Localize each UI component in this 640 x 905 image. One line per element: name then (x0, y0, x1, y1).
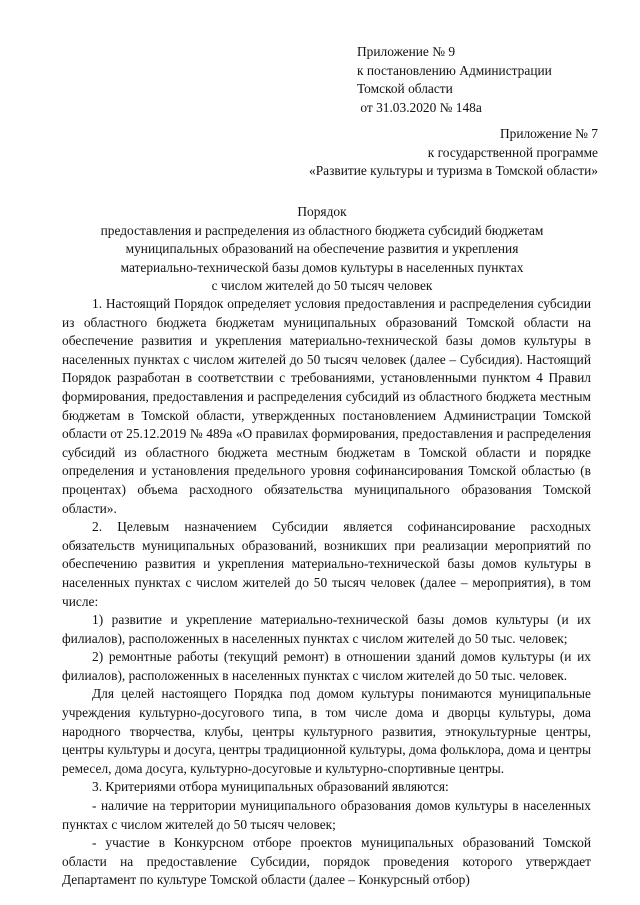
title-line-1: предоставления и распределения из областного бюджета субсидий бюджетам (100, 222, 544, 238)
paragraph-2: 2. Целевым назначением Субсидии является софинансирование расходных обязательств муниципальных образований, возникших при реализации мероприятий по обеспечению развития и укрепления материально-технической базы домов культуры в населенных пунктах с числом жителей до 50 тысяч человек (далее – мероприятия), в том числе: (62, 519, 591, 609)
title-line-4: с числом жителей до 50 тысяч человек (211, 278, 433, 294)
paragraph-list-item-2: 2) ремонтные работы (текущий ремонт) в отношении зданий домов культуры (и их филиалов), расположенных в населенных пунктах с числом жителей до 50 тыс. человек. (62, 649, 591, 683)
appendix-7-program: «Развитие культуры и туризма в Томской области» (309, 163, 598, 179)
appendix-9-reference: к постановлению Администрации (357, 62, 552, 78)
appendix-9-date: от 31.03.2020 № 148а (357, 99, 482, 115)
document-body (62, 295, 591, 890)
appendix-9-header (357, 43, 617, 117)
appendix-9-number: Приложение № 9 (357, 44, 456, 59)
paragraph-list-item-1: 1) развитие и укрепление материально-технической базы домов культуры (и их филиалов), расположенных в населенных пунктах с числом жителей до 50 тыс. человек; (62, 612, 591, 646)
paragraph-1: 1. Настоящий Порядок определяет условия предоставления и распределения субсидии из областного бюджета бюджетам муниципальных образований Томской области на обеспечение развития и укрепления материально-технической базы домов культуры в населенных пунктах с числом жителей до 50 тысяч человек (далее – Субсидия). Настоящий Порядок разработан в соответствии с требованиями, установленными пунктом 4 Правил формирования, предоставления и распределения субсидий из областного бюджета местным бюджетам в Томской области, утвержденных постановлением Администрации Томской области от 25.12.2019 № 489а «О правилах формирования, предоставления и распределения субсидий из областного бюджета местным бюджетам в Томской области и порядке определения и установления предельного уровня софинансирования Томской областью (в процентах) объема расходного обязательства муниципального образования Томской области». (62, 296, 591, 516)
title-line-3: материально-технической базы домов культуры в населенных пунктах (120, 259, 524, 275)
paragraph-definition: Для целей настоящего Порядка под домом культуры понимаются муниципальные учреждения культурно-досугового типа, в том числе дома и дворцы культуры, дома народного творчества, клубы, центры культурного развития, этнокультурные центры, центры культуры и досуга, центры традиционной культуры, дома фольклора, дома и центры ремесел, дома досуга, культурно-досуговые и культурно-спортивные центры. (62, 686, 591, 776)
document-title (62, 203, 582, 296)
criteria-item-1: - наличие на территории муниципального образования домов культуры в населенных пунктах с числом жителей до 50 тысяч человек; (62, 798, 591, 832)
criteria-item-2: - участие в Конкурсном отборе проектов муниципальных образований Томской области на предоставление Субсидии, порядок проведения которого утверждает Департамент по культуре Томской области (далее – Конкурсный отбор) (62, 835, 591, 888)
paragraph-3: 3. Критериями отбора муниципальных образований являются: (92, 779, 449, 795)
appendix-9-region: Томской области (357, 81, 453, 97)
appendix-7-reference: к государственной программе (427, 144, 598, 160)
appendix-7-number: Приложение № 7 (499, 126, 598, 141)
title-heading: Порядок (297, 204, 347, 219)
appendix-7-header (268, 125, 598, 181)
title-line-2: муниципальных образований на обеспечение развития и укрепления (125, 241, 519, 257)
